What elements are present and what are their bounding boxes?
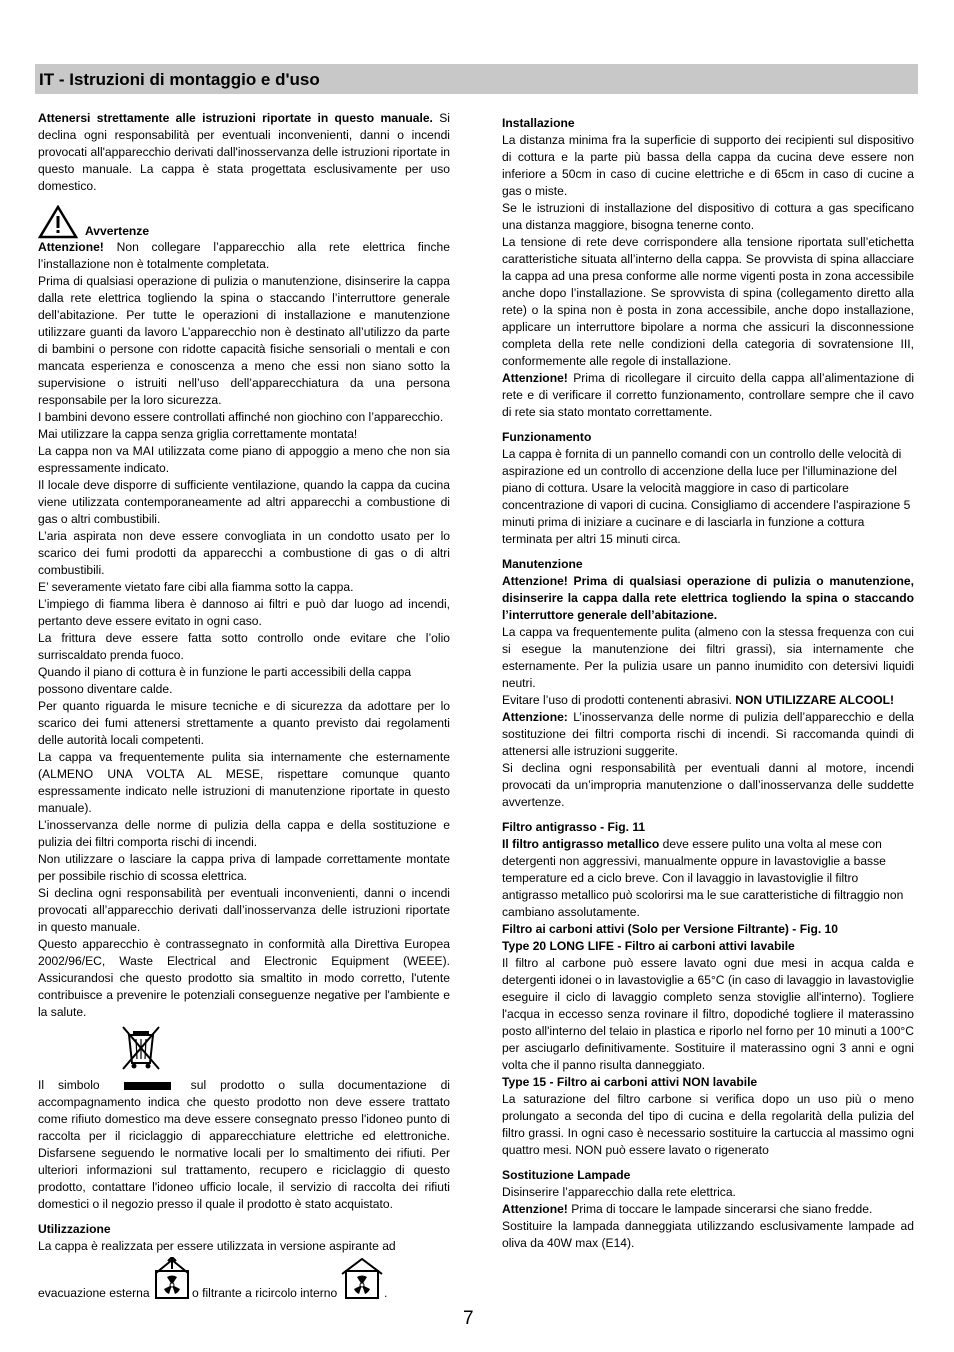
warning-paragraph: La cappa va frequentemente pulita sia internamente che esternamente (ALMENO UNA VOLTA AL MESE, rispettare comunque quanto espressamente indicato nelle istruzioni di manutenzione riportate in questo manuale). [38, 750, 450, 815]
weee-symbol-row [38, 1025, 450, 1077]
installation-p4: Attenzione! Prima di ricollegare il circuito della cappa all’alimentazione di rete e di verificare il corretto funzionamento, controllare sempre che il cavo di rete sia stato montato correttamente. [502, 371, 914, 419]
warnings-first: Attenzione! Non collegare l’apparecchio alla rete elettrica finche l’installazione non è totalmente completata. [38, 240, 450, 271]
maintenance-heading: Manutenzione [502, 557, 583, 571]
warning-paragraph: Si declina ogni responsabilità per eventuali inconvenienti, danni o incendi provocati all’apparecchio derivati dall’inosservanza delle istruzioni riportate in questo manuale. [38, 886, 450, 934]
intro-paragraph [38, 110, 450, 195]
recirculation-mode-icon [340, 1257, 384, 1299]
warning-paragraph: E’ severamente vietato fare cibi alla fiamma sotto la cappa. [38, 580, 354, 594]
warnings-heading: Avvertenze [85, 224, 150, 238]
warning-paragraph: La frittura deve essere fatta sotto controllo onde evitare che l’olio surriscaldato prenda fuoco. [38, 631, 450, 662]
maintenance-p3: Attenzione: L’inosservanza delle norme di pulizia dell’apparecchio e della sostituzione dei filtri comporta rischi di incendi. Si raccomanda quindi di attenersi alle istruzioni suggerite. [502, 710, 914, 758]
page-title: IT - Istruzioni di montaggio e d'uso [39, 70, 320, 89]
weee-paragraph: Il simbolo sul prodotto o sulla documentazione di accompagnamento indica che questo prodotto non deve essere trattato come rifiuto domestico ma deve essere consegnato presso l'idoneo punto di raccolta per il riciclaggio di apparecchiature elettriche ed elettroniche. Disfarsene seguendo le normative locali per lo smaltimento dei rifiuti. Per ulteriori informazioni sul trattamento, recupero e riciclaggio di questo prodotto, contattare l'idoneo ufficio locale, il servizio di raccolta dei rifiuti domestici o il negozio presso il quale il prodotto è stato acquistato. [38, 1078, 450, 1211]
usage-recirculation: o filtrante a ricircolo interno [192, 1286, 338, 1300]
operation-text: La cappa è fornita di un pannello comandi con un controllo delle velocità di aspirazione ed un controllo di accenzione della luce per l'illuminazione del piano di cottura. Usare la velocità maggiore in caso di particolare concentrazione di vapori di cucina. Consigliamo di accendere l'aspirazione 5 minuti prima di iniziare a cucinare e di lasciarla in funzione a cottura terminata per altri 15 minuti circa. [502, 447, 911, 546]
carbon-filter-p1: Il filtro al carbone può essere lavato ogni due mesi in acqua calda e detergenti idonei o in lavastoviglie a 65°C (in caso di lavaggio in lavastoviglie eseguire il ciclo di lavaggio completo senza stoviglie all'interno). Togliere l'acqua in eccesso senza rovinare il filtro, dopodiché togliere il materassino posto all'interno del telaio in plastica e riporlo nel forno per 10 minuti a 100°C per asciugarlo definitivamente. Sostituire il materassino ogni 3 anni e ogni volta che il panno risulta danneggiato. [502, 956, 914, 1072]
warning-paragraph: L’aria aspirata non deve essere convogliata in un condotto usato per lo scarico dei fumi prodotti da apparecchi a combustione di gas o di altri combustibili. [38, 529, 450, 577]
warnings-heading-row [38, 205, 450, 239]
page-number: 7 [463, 1308, 474, 1329]
black-bar-symbol [124, 1082, 171, 1090]
warning-paragraph: La cappa non va MAI utilizzata come piano di appoggio a meno che non sia espressamente indicato. [38, 444, 450, 475]
intro-text: Si declina ogni responsabilità per eventuali inconvenienti, danni o incendi provocati all'apparecchio derivati dall'inosservanza delle istruzioni riportate in questo manuale. La cappa è stata progettata esclusivamente per uso domestico. [38, 111, 450, 193]
usage-text: La cappa è realizzata per essere utilizzata in versione aspirante ad [38, 1239, 396, 1253]
operation-heading: Funzionamento [502, 430, 592, 444]
warning-triangle-icon [38, 205, 78, 239]
intro-bold: Attenersi strettamente alle istruzioni riportate in questo manuale. [38, 111, 433, 125]
warning-paragraph: I bambini devono essere controllati affinché non giochino con l’apparecchio. [38, 410, 444, 424]
section-header [35, 64, 918, 94]
usage-heading: Utilizzazione [38, 1222, 111, 1236]
maintenance-p2: Evitare l’uso di prodotti contenenti abrasivi. NON UTILIZZARE ALCOOL! [502, 693, 895, 707]
warning-paragraph: L’impiego di fiamma libera è dannoso ai filtri e può dar luogo ad incendi, pertanto deve essere evitato in ogni caso. [38, 597, 450, 628]
warning-paragraph: Non utilizzare o lasciare la cappa priva di lampade correttamente montate per possibile rischio di scossa elettrica. [38, 852, 450, 883]
maintenance-p4: Si declina ogni responsabilità per eventuali danni al motore, incendi provocati da un’impropria manutenzione o dall’inosservanza delle suddette avvertenze. [502, 761, 914, 809]
lamps-heading: Sostituzione Lampade [502, 1168, 631, 1182]
warning-paragraph: Il locale deve disporre di sufficiente ventilazione, quando la cappa da cucina viene utilizzata contemporaneamente ad altri apparecchi a combustione di gas o altri combustibili. [38, 478, 450, 526]
left-column [38, 110, 450, 1301]
carbon-filter-sub2: Type 15 - Filtro ai carboni attivi NON lavabile [502, 1075, 758, 1089]
usage-end: . [384, 1286, 388, 1300]
usage-icons-row [38, 1257, 450, 1301]
warning-paragraph: Mai utilizzare la cappa senza griglia correttamente montata! [38, 427, 358, 441]
maintenance-warning: Attenzione! Prima di qualsiasi operazione di pulizia o manutenzione, disinserire la cappa dalla rete elettrica togliendo la spina o staccando l’interruttore generale dell’abitazione. [502, 574, 914, 622]
lamps-p3: Sostituire la lampada danneggiata utilizzando esclusivamente lampade ad oliva da 40W max (E14). [502, 1219, 914, 1250]
installation-p3: La tensione di rete deve corrispondere alla tensione riportata sull’etichetta caratteristiche situata all’interno della cappa. Se provvista di spina allacciare la cappa ad una presa conforme alle norme vigenti posta in zona accessibile anche dopo l’installazione. Se sprovvista di spina (collegamento diretto alla rete) o la spina non è posta in zona accessibile, anche dopo installazione, applicare un interruttore bipolare a norma che assicuri la disconnessione completa della rete nelle condizioni della categoria di sovratensione III, conformemente alle regole di installazione. [502, 235, 914, 368]
exhaust-mode-icon [155, 1257, 189, 1299]
carbon-filter-heading: Filtro ai carboni attivi (Solo per Versione Filtrante) - Fig. 10 [502, 922, 838, 936]
installation-p1: La distanza minima fra la superficie di supporto dei recipienti sul dispositivo di cottura e la parte più bassa della cappa da cucina deve essere non inferiore a 50cm in caso di cucine elettriche e di 65cm in caso di cucine a gas o miste. [502, 133, 914, 198]
installation-p2: Se le istruzioni di installazione del dispositivo di cottura a gas specificano una distanza maggiore, bisogna tenerne conto. [502, 201, 914, 232]
lamps-p2: Attenzione! Prima di toccare le lampade sincerarsi che siano fredde. [502, 1202, 873, 1216]
grease-filter-heading: Filtro antigrasso - Fig. 11 [502, 820, 646, 834]
right-column [502, 115, 914, 1252]
grease-filter-text: Il filtro antigrasso metallico deve essere pulito una volta al mese con detergenti non aggressivi, manualmente oppure in lavastoviglie a basse temperature ed a ciclo breve. Con il lavaggio in lavastoviglie il filtro antigrasso metallico può scolorirsi ma le sue caratteristiche di filtraggio non cambiano assolutamente. [502, 837, 904, 919]
warning-paragraph: Quando il piano di cottura è in funzione le parti accessibili della cappa possono diventare calde. [38, 665, 412, 696]
carbon-filter-p2: La saturazione del filtro carbone si verifica dopo un uso più o meno prolungato a seconda del tipo di cucina e della regolarità della pulizia del filtro grassi. In ogni caso è necessario sostituire la cartuccia al massimo ogni quattro mesi. NON può essere lavato o rigenerato [502, 1092, 914, 1157]
installation-heading: Installazione [502, 116, 575, 130]
warning-paragraph: Prima di qualsiasi operazione di pulizia o manutenzione, disinserire la cappa dalla rete elettrica togliendo la spina o staccando l’interruttore generale dell’abitazione. Per tutte le operazioni di installazione e manutenzione utilizzare guanti da lavoro L’apparecchio non è destinato all’utilizzo da parte di bambini o persone con ridotte capacità fisiche sensoriali o mentali e con mancata esperienza e conoscenza a meno che essi non siano sotto la supervisione o istruiti nell’uso dell’apparecchiatura da una persona responsabile per la loro sicurezza. [38, 274, 450, 407]
usage-external: evacuazione esterna [38, 1286, 150, 1300]
warning-paragraph: L’inosservanza delle norme di pulizia della cappa e della sostituzione e pulizia dei filtri comporta rischi di incendi. [38, 818, 450, 849]
carbon-filter-sub1: Type 20 LONG LIFE - Filtro ai carboni attivi lavabile [502, 939, 795, 953]
maintenance-p1: La cappa va frequentemente pulita (almeno con la stessa frequenza con cui si esegue la manutenzione dei filtri grassi), sia internamente che esternamente. Per la pulizia usare un panno inumidito con detersivi liquidi neutri. [502, 625, 914, 690]
warning-paragraph: Per quanto riguarda le misure tecniche e di sicurezza da adottare per lo scarico dei fumi attenersi strettamente a quanto previsto dai regolamenti delle autorità locali competenti. [38, 699, 450, 747]
lamps-p1: Disinserire l’apparecchio dalla rete elettrica. [502, 1185, 736, 1199]
crossed-bin-icon [119, 1025, 163, 1071]
warning-paragraph: Questo apparecchio è contrassegnato in conformità alla Direttiva Europea 2002/96/EC, Waste Electrical and Electronic Equipment (WEEE). Assicurandosi che questo prodotto sia smaltito in modo corretto, l'utente contribuisce a prevenire le potenziali conseguenze negative per l'ambiente e la salute. [38, 937, 450, 1019]
